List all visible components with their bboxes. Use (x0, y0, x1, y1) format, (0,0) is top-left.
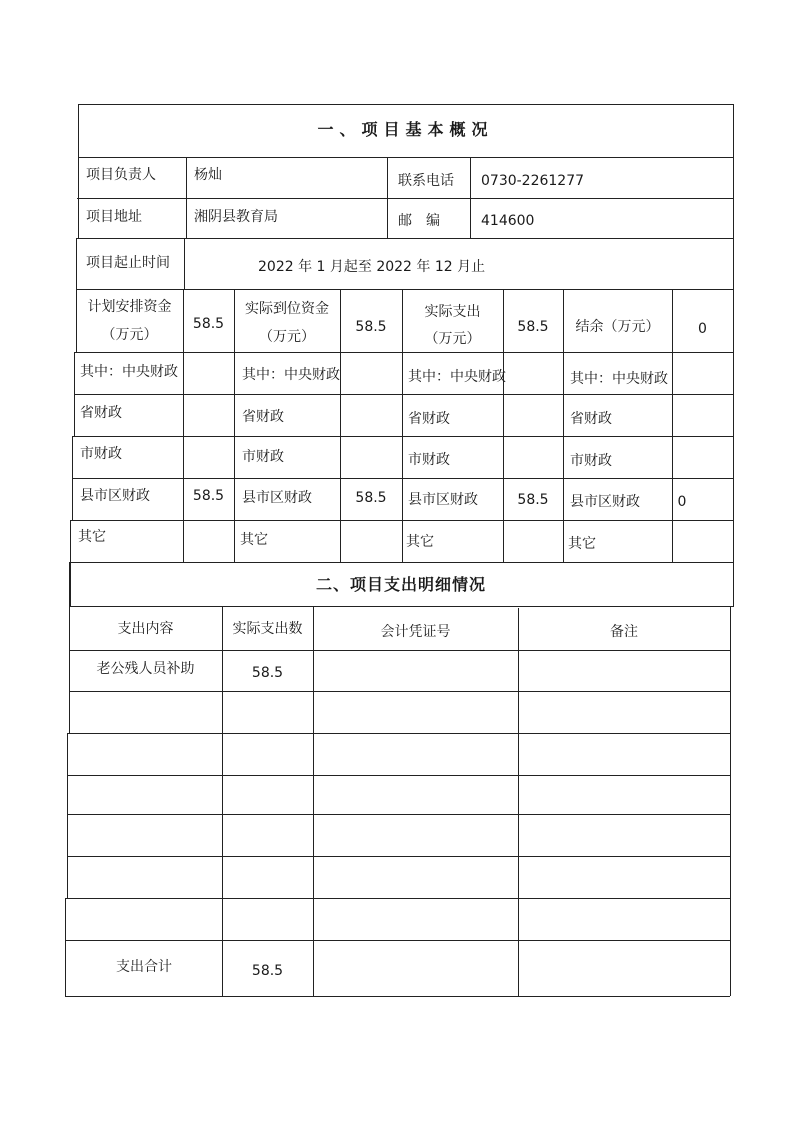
row-label: 省财政 (570, 411, 612, 427)
table-line (66, 940, 730, 941)
row-label: 其它 (568, 536, 596, 552)
actual-spent-value: 58.5 (517, 319, 549, 335)
table-line (69, 691, 730, 692)
phone-value: 0730-2261277 (481, 173, 585, 189)
table-line (65, 996, 730, 997)
received-cell: 58.5 (355, 490, 387, 506)
table-line (77, 238, 733, 239)
col-header-voucher: 会计凭证号 (380, 624, 451, 640)
row-label: 市财政 (408, 452, 450, 468)
row-label: 县市区财政 (242, 490, 312, 506)
table-line (66, 898, 730, 899)
period-label: 项目起止时间 (86, 255, 170, 271)
received-funds-value: 58.5 (355, 319, 387, 335)
table-line (67, 856, 730, 857)
table-line (68, 733, 730, 734)
row-label: 其中：中央财政 (570, 371, 668, 387)
table-line (518, 608, 519, 996)
spent-cell: 58.5 (517, 492, 549, 508)
project-leader-value: 杨灿 (194, 167, 222, 183)
balance-cell: 0 (677, 494, 687, 510)
table-line (67, 814, 730, 815)
balance-label: 结余（万元） (575, 319, 660, 335)
table-line (67, 733, 68, 898)
planned-funds-unit: （万元） (101, 327, 158, 343)
table-line (313, 606, 314, 996)
section2-title: 二、项目支出明细情况 (315, 575, 486, 594)
project-leader-label: 项目负责人 (86, 167, 156, 183)
table-line (75, 352, 733, 353)
postcode-label: 邮 编 (398, 213, 440, 229)
section1-title: 一、项目基本概况 (317, 120, 494, 139)
col-header-amount: 实际支出数 (232, 621, 303, 637)
actual-spent-label: 实际支出 (424, 304, 481, 320)
table-line (73, 436, 733, 437)
total-label: 支出合计 (116, 959, 172, 975)
phone-label: 联系电话 (398, 173, 454, 189)
table-line (76, 289, 733, 290)
address-value: 湘阴县教育局 (194, 209, 278, 225)
table-line (70, 562, 733, 563)
received-funds-unit: （万元） (259, 329, 315, 345)
row-label: 县市区财政 (408, 492, 478, 508)
table-line (470, 157, 471, 238)
row-label: 县市区财政 (80, 488, 150, 504)
actual-spent-unit: （万元） (424, 331, 481, 347)
table-line (74, 352, 75, 436)
table-line (733, 562, 734, 607)
table-line (68, 775, 730, 776)
planned-cell: 58.5 (192, 488, 225, 504)
planned-funds-value: 58.5 (192, 316, 225, 332)
expense-content-cell: 老公残人员补助 (96, 661, 195, 677)
col-header-note: 备注 (610, 624, 638, 640)
table-line (77, 198, 733, 199)
expense-amount-cell: 58.5 (251, 665, 284, 681)
row-label: 其它 (78, 529, 106, 545)
table-line (186, 157, 187, 238)
row-label: 其它 (406, 534, 434, 550)
table-line (184, 238, 185, 289)
address-label: 项目地址 (86, 209, 142, 225)
period-value: 2022 年 1 月起至 2022 年 12 月止 (258, 259, 486, 275)
planned-funds-label: 计划安排资金 (87, 299, 172, 315)
table-line (733, 104, 734, 606)
table-line (72, 436, 73, 520)
postcode-value: 414600 (481, 213, 535, 229)
row-label: 省财政 (242, 409, 284, 425)
table-line (74, 394, 733, 395)
table-line (730, 606, 731, 996)
row-label: 其中：中央财政 (408, 369, 506, 385)
row-label: 县市区财政 (570, 494, 640, 510)
row-label: 市财政 (242, 449, 284, 465)
row-label: 其中：中央财政 (242, 367, 340, 383)
row-label: 其它 (240, 532, 268, 548)
table-line (69, 606, 733, 607)
row-label: 其中：中央财政 (80, 364, 178, 380)
table-line (69, 650, 730, 651)
row-label: 市财政 (570, 453, 612, 469)
table-line (65, 898, 66, 996)
received-funds-label: 实际到位资金 (245, 301, 329, 317)
balance-value: 0 (698, 321, 707, 337)
table-line (387, 157, 388, 238)
table-line (78, 157, 733, 158)
col-header-content: 支出内容 (117, 621, 174, 637)
table-line (78, 104, 733, 105)
row-label: 市财政 (80, 446, 122, 462)
row-label: 省财政 (80, 405, 122, 421)
row-label: 省财政 (408, 411, 450, 427)
total-value: 58.5 (251, 963, 284, 979)
